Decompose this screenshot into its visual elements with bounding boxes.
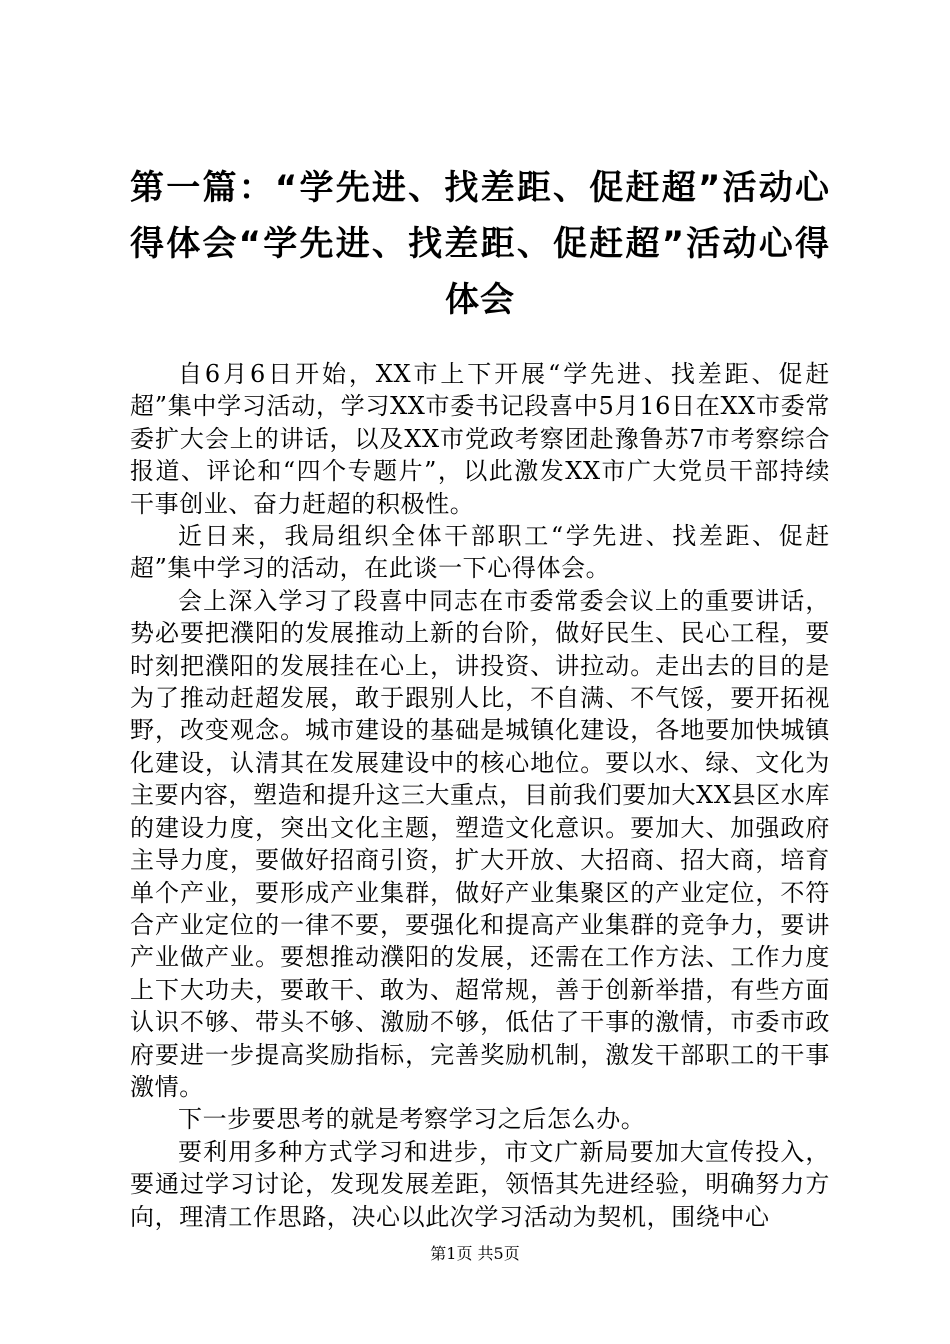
paragraph-4: 下一步要思考的就是考察学习之后怎么办。 [178,1105,646,1134]
paragraph-2: 近日来，我局组织全体干部职工“学先进、找差距、促赶超”集中学习的活动，在此谈一下心得体会。 [130,522,830,583]
document-body [130,358,830,1233]
paragraph-3: 会上深入学习了段喜中同志在市委常委会议上的重要讲话，势必要把濮阳的发展推动上新的台阶，做好民生、民心工程，要时刻把濮阳的发展挂在心上，讲投资、讲拉动。走出去的目的是为了推动赶超发展，敢于跟别人比，不自满、不气馁，要开拓视野，改变观念。城市建设的基础是城镇化建设，各地要加快城镇化建设，认清其在发展建设中的核心地位。要以水、绿、文化为主要内容，塑造和提升这三大重点，目前我们要加大XX县区水库的建设力度，突出文化主题，塑造文化意识。要加大、加强政府主导力度，要做好招商引资，扩大开放、大招商、招大商，培育单个产业，要形成产业集群，做好产业集聚区的产业定位，不符合产业定位的一律不要，要强化和提高产业集群的竞争力，要讲产业做产业。要想推动濮阳的发展，还需在工作方法、工作力度上下大功夫，要敢干、敢为、超常规，善于创新举措，有些方面认识不够、带头不够、激励不够，低估了干事的激情，市委市政府要进一步提高奖励指标，完善奖励机制，激发干部职工的干事激情。 [130,586,830,1101]
document-title: 第一篇：“学先进、找差距、促赶超”活动心得体会“学先进、找差距、促赶超”活动心得体会 [130,168,830,320]
page-footer [0,1244,950,1264]
paragraph-1: 自6月6日开始，XX市上下开展“学先进、找差距、促赶超”集中学习活动，学习XX市委书记段喜中5月16日在XX市委常委扩大会上的讲话，以及XX市党政考察团赴豫鲁苏7市考察综合报道、评论和“四个专题片”，以此激发XX市广大党员干部持续干事创业、奋力赶超的积极性。 [130,360,830,518]
page-indicator: 第1页 共5页 [430,1244,520,1263]
paragraph-5: 要利用多种方式学习和进步，市文广新局要加大宣传投入，要通过学习讨论，发现发展差距，领悟其先进经验，明确努力方向，理清工作思路，决心以此次学习活动为契机，围绕中心 [130,1137,830,1231]
